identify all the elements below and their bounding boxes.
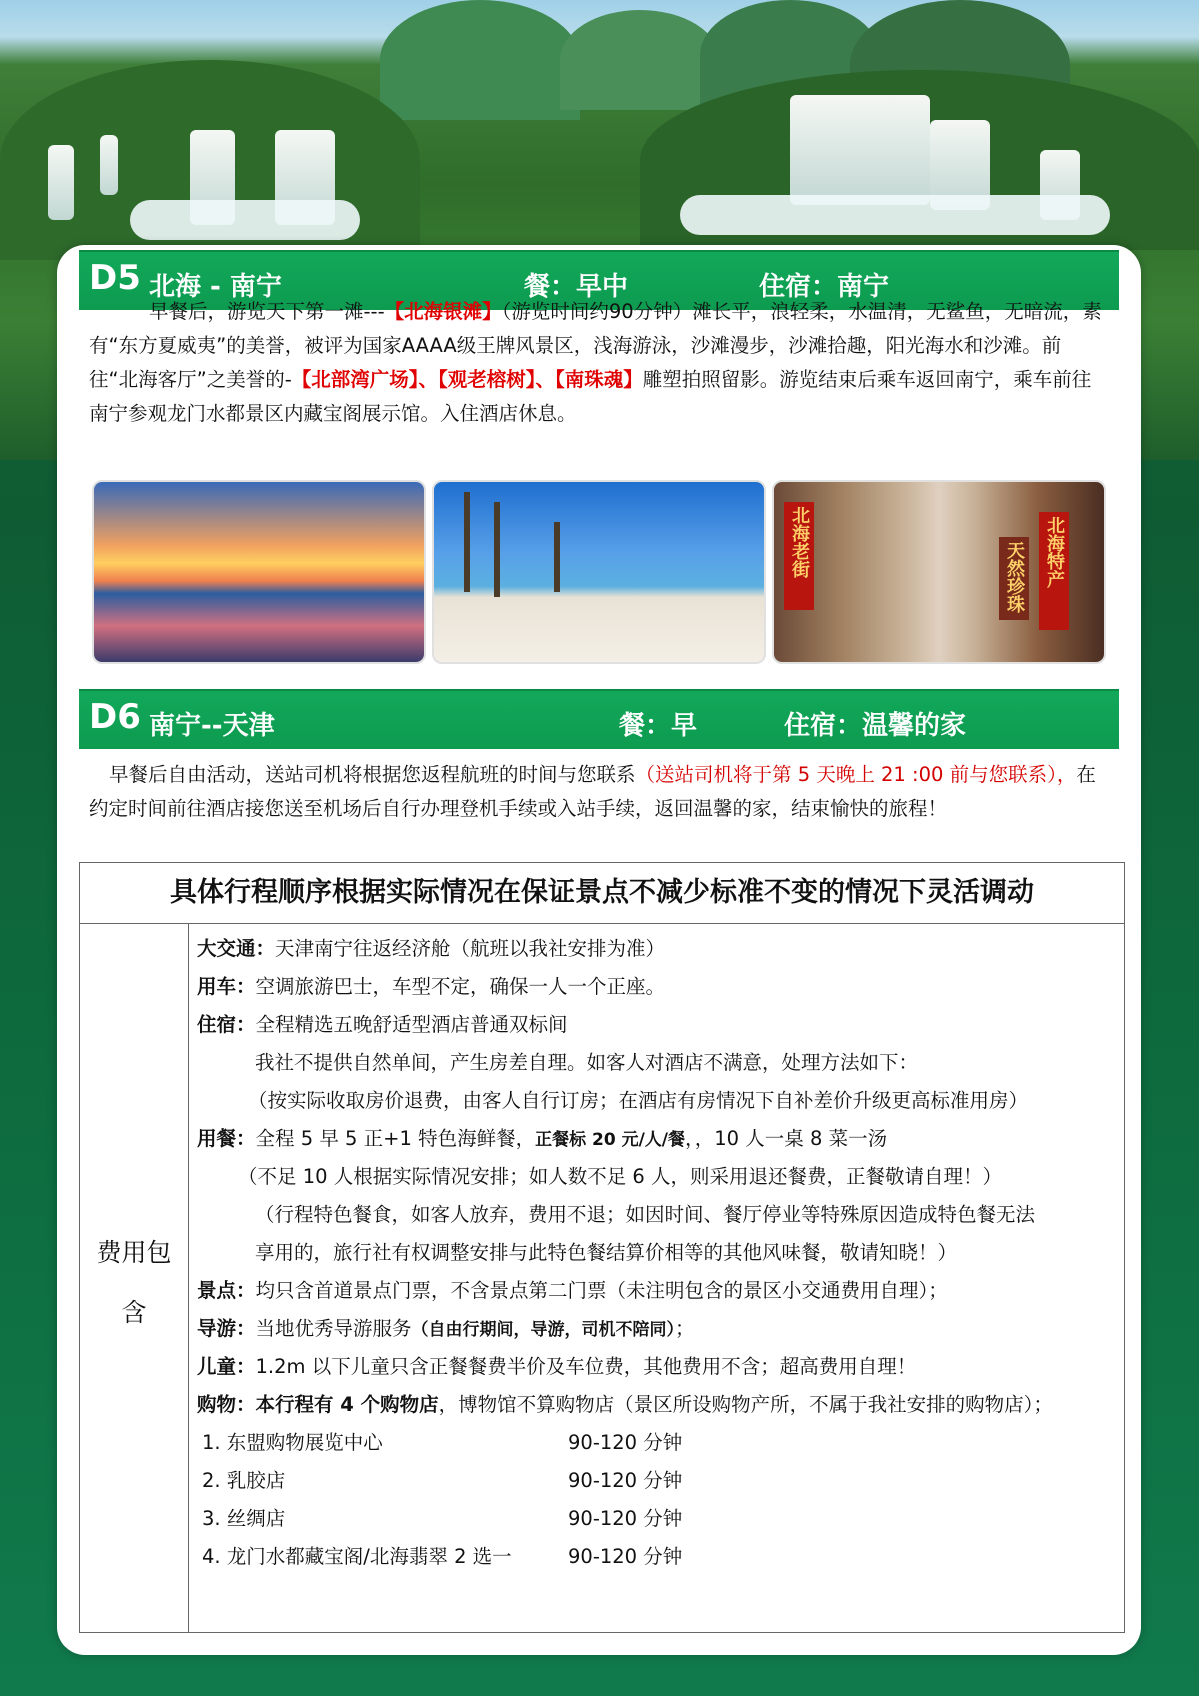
- item-shopping: [197, 1389, 1053, 1417]
- shop-row-3-name: 3. 丝绸店: [202, 1507, 286, 1530]
- item-food: [197, 1123, 887, 1151]
- day6-highlight-contact: （送站司机将于第 5 天晚上 21 :00 前与您联系），: [635, 763, 1077, 786]
- day5-text-1: 早餐后，游览天下第一滩---: [149, 300, 385, 323]
- fee-label-line2: 含: [121, 1298, 147, 1327]
- day5-text-2: （游览时间约90分钟）滩长平，浪轻柔，水温清，无鲨鱼，无暗流，素有“东方夏威夷”的美誉，被评为国家AAAA级王牌风景区，浅海游泳，沙滩漫步，沙滩拾趣，阳光海水和沙滩。前往“北海客厅”之美誉的-: [89, 300, 1102, 391]
- itinerary-card: [57, 245, 1141, 1655]
- photo-sunset-beach: [92, 480, 426, 664]
- item-transport: [197, 933, 665, 961]
- day5-text-3: 雕塑拍照留影。游览结束后乘车返回南宁，乘车前往南宁参观龙门水都景区内藏宝阁展示馆。入住酒店休息。: [89, 368, 1092, 425]
- day5-stay: 住宿：南宁: [759, 272, 890, 302]
- shop-row-4-time: 90-120 分钟: [568, 1545, 683, 1568]
- day6-text-1: 早餐后自由活动，送站司机将根据您返程航班的时间与您联系: [109, 763, 636, 786]
- hotel-note-1: 我社不提供自然单间，产生房差自理。如客人对酒店不满意，处理方法如下：: [255, 1051, 919, 1074]
- day5-highlight-square: 【北部湾广场】、【观老榕树】、【南珠魂】: [291, 368, 643, 391]
- day6-stay: 住宿：温馨的家: [784, 711, 967, 741]
- day6-header: [79, 689, 1119, 749]
- item-hotel: [197, 1009, 568, 1037]
- day6-meal: 餐：早: [619, 711, 698, 741]
- food-note-3: 享用的，旅行社有权调整安排与此特色餐结算价相等的其他风味餐，敬请知晓！）: [255, 1241, 958, 1264]
- food-standard: 正餐标 20 元/人/餐: [535, 1130, 685, 1150]
- item-spot: [197, 1275, 948, 1303]
- schedule-notice: 具体行程顺序根据实际情况在保证景点不减少标准不变的情况下灵活调动: [80, 863, 1124, 924]
- shop-row-1-time: 90-120 分钟: [568, 1431, 683, 1454]
- guide-value: 当地优秀导游服务: [255, 1317, 412, 1340]
- hotel-note-2: （按实际收取房价退费，由客人自行订房；在酒店有房情况下自补差价升级更高标准用房）: [248, 1089, 1029, 1112]
- fee-included-box: [79, 862, 1125, 1633]
- shopping-key: 购物：本行程有 4 个购物店: [197, 1393, 439, 1416]
- fee-label-line1: 费用包: [96, 1238, 172, 1267]
- hotel-key: 住宿：: [197, 1013, 256, 1036]
- car-key: 用车：: [197, 975, 256, 998]
- shop-row-2-name: 2. 乳胶店: [202, 1469, 286, 1492]
- item-guide: [197, 1313, 695, 1341]
- food-value-1: 全程 5 早 5 正+1 特色海鲜餐，: [255, 1127, 536, 1150]
- food-note-1: （不足 10 人根据实际情况安排；如人数不足 6 人，则采用退还餐费，正餐敬请自理！）: [238, 1165, 1003, 1188]
- child-value: 1.2m 以下儿童只含正餐餐费半价及车位费，其他费用不含；超高费用自理！: [255, 1355, 917, 1378]
- day6-route: 南宁--天津: [149, 711, 275, 741]
- day6-number: D6: [89, 697, 141, 737]
- day5-route: 北海 - 南宁: [149, 272, 282, 302]
- guide-key: 导游：: [197, 1317, 256, 1340]
- day5-highlight-beach: 【北海银滩】: [384, 300, 502, 323]
- shop-row-1-name: 1. 东盟购物展览中心: [202, 1431, 383, 1454]
- day5-description: [89, 295, 1109, 431]
- food-value-2: ，，10 人一桌 8 菜一汤: [685, 1127, 888, 1150]
- shopping-value: ，博物馆不算购物店（景区所设购物产所，不属于我社安排的购物店）；: [438, 1393, 1053, 1416]
- transport-key: 大交通：: [197, 937, 276, 960]
- day5-number: D5: [89, 258, 141, 298]
- hotel-value: 全程精选五晚舒适型酒店普通双标间: [255, 1013, 568, 1036]
- shop-row-4-name: 4. 龙门水都藏宝阁/北海翡翠 2 选一: [202, 1545, 512, 1568]
- day6-description: [89, 758, 1109, 826]
- photo-silver-beach: [432, 480, 766, 664]
- fee-label: [80, 1223, 188, 1343]
- transport-value: 天津南宁往返经济舱（航班以我社安排为准）: [275, 937, 666, 960]
- guide-note: （自由行期间，导游，司机不陪同）: [411, 1320, 676, 1340]
- spot-key: 景点：: [197, 1279, 256, 1302]
- food-note-2: （行程特色餐食，如客人放弃，费用不退；如因时间、餐厅停业等特殊原因造成特色餐无法: [255, 1203, 1036, 1226]
- spot-value: 均只含首道景点门票，不含景点第二门票（未注明包含的景区小交通费用自理）；: [255, 1279, 948, 1302]
- day6-text-2: 在约定时间前往酒店接您送至机场后自行办理登机手续或入站手续，返回温馨的家，结束愉快的旅程！: [89, 763, 1096, 820]
- day5-meal: 餐：早中: [524, 272, 629, 302]
- item-child: [197, 1351, 916, 1379]
- car-value: 空调旅游巴士，车型不定，确保一人一个正座。: [255, 975, 666, 998]
- child-key: 儿童：: [197, 1355, 256, 1378]
- photo-old-street: 北海老街 北海特产 天然珍珠: [772, 480, 1106, 664]
- item-car: [197, 971, 665, 999]
- fee-label-cell: [80, 923, 189, 1632]
- shop-row-2-time: 90-120 分钟: [568, 1469, 683, 1492]
- shop-row-3-time: 90-120 分钟: [568, 1507, 683, 1530]
- guide-end: ；: [675, 1317, 695, 1340]
- food-key: 用餐：: [197, 1127, 256, 1150]
